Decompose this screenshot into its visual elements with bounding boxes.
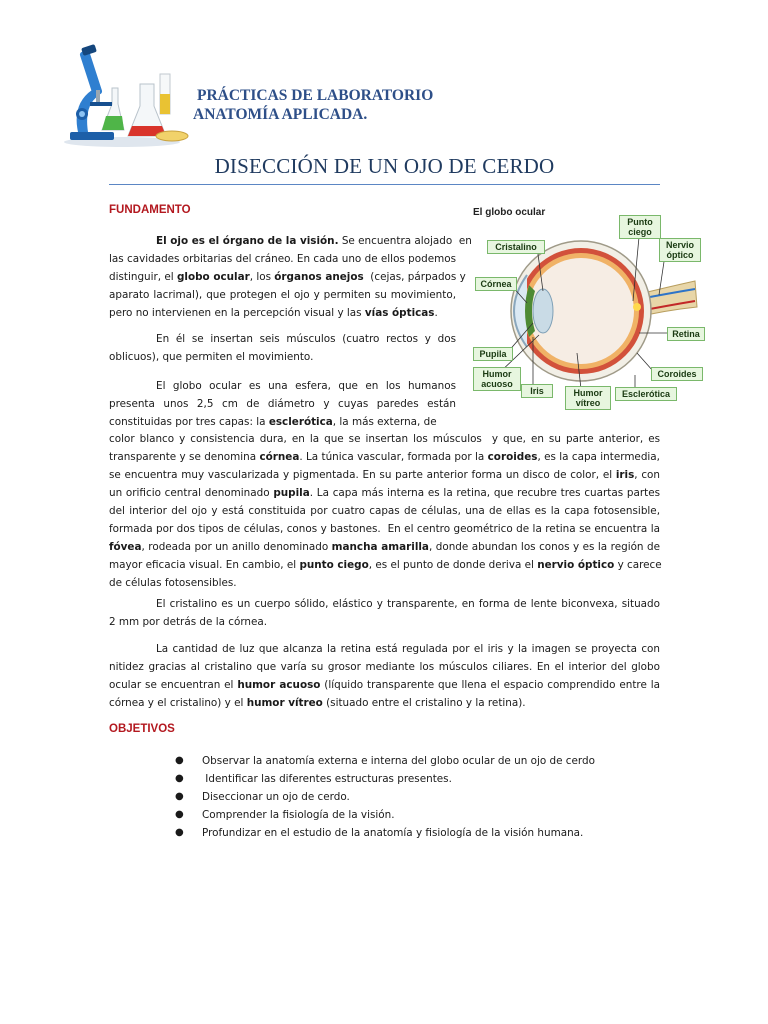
bold-term: mancha amarilla xyxy=(331,541,429,553)
paragraph-line xyxy=(109,430,660,448)
header-line-1: PRÁCTICAS DE LABORATORIO xyxy=(197,87,434,104)
paragraph-line xyxy=(109,640,660,658)
text-run: mayor eficacia visual. En cambio, el xyxy=(109,559,300,571)
label-cristalino: Cristalino xyxy=(487,240,545,254)
label-iris: Iris xyxy=(521,384,553,398)
paragraph-1 xyxy=(109,232,472,322)
paragraph-line xyxy=(109,658,660,676)
paragraph-line xyxy=(109,502,660,520)
text-run: El cristalino es un cuerpo sólido, elástico y transparente, en forma de lente biconvexa, situado xyxy=(156,598,660,610)
paragraph-line xyxy=(109,556,660,574)
paragraph-line xyxy=(109,613,660,631)
paragraph-line xyxy=(109,304,456,322)
text-run: La cantidad de luz que alcanza la retina está regulada por el iris y la imagen se proyecta con xyxy=(156,643,660,655)
bold-term: humor acuoso xyxy=(237,679,321,691)
objectives-list xyxy=(175,752,595,842)
bold-term: humor vítreo xyxy=(246,697,323,709)
label-humor-acuoso: Humor acuoso xyxy=(473,367,521,391)
paragraph-line xyxy=(109,286,456,304)
label-coroides: Coroides xyxy=(651,367,703,381)
bold-term: fóvea xyxy=(109,541,142,553)
bold-term: coroides xyxy=(487,451,538,463)
text-run: color blanco y consistencia dura, en la que se insertan los músculos y que, en su parte anterior, es xyxy=(109,433,660,445)
paragraph-line xyxy=(109,377,456,395)
text-run: . xyxy=(434,307,438,319)
text-run: En él se insertan seis músculos (cuatro rectos y dos xyxy=(156,333,456,345)
figure-title: El globo ocular xyxy=(473,207,546,218)
paragraph-line xyxy=(109,538,660,556)
text-run: y carece xyxy=(614,559,662,571)
paragraph-line xyxy=(109,595,660,613)
section-heading-fundamento: FUNDAMENTO xyxy=(109,204,191,216)
bullet-icon: ● xyxy=(175,827,184,838)
bold-term: órganos anejos xyxy=(274,271,364,283)
paragraph-4 xyxy=(109,595,660,631)
text-run: constituidas por tres capas: la xyxy=(109,416,269,428)
text-run: pero no intervienen en la percepción visual y las xyxy=(109,307,365,319)
bold-term: vías ópticas xyxy=(364,307,435,319)
text-run: El globo ocular es una esfera, que en los humanos xyxy=(156,380,456,392)
label-retina: Retina xyxy=(667,327,705,341)
paragraph-line xyxy=(109,694,660,712)
text-run: un orificio central denominado xyxy=(109,487,274,499)
document-title: DISECCIÓN DE UN OJO DE CERDO xyxy=(214,154,555,178)
header-title xyxy=(193,86,433,124)
bold-term: El ojo es el órgano de la visión. xyxy=(156,235,339,247)
list-item: ● Observar la anatomía externa e interna del globo ocular de un ojo de cerdo xyxy=(175,752,595,770)
paragraph-line xyxy=(109,484,660,502)
text-run: . La túnica vascular, formada por la xyxy=(299,451,488,463)
paragraph-line xyxy=(109,395,456,413)
text-run: presenta unos 2,5 cm de diámetro y cuyas paredes están xyxy=(109,398,456,410)
text-run: aparato lacrimal), que protegen el ojo y permiten su movimiento, xyxy=(109,289,456,301)
text-run: del interior del ojo y está constituida por cuatro capas de células, una de ellas es la capa fotosensible, xyxy=(109,505,660,517)
bold-term: punto ciego xyxy=(299,559,369,571)
label-pupila: Pupila xyxy=(473,347,513,361)
text-run: . La capa más interna es la retina, que recubre tres cuartas partes xyxy=(309,487,660,499)
label-humor-vitreo: Humor vítreo xyxy=(565,386,611,410)
bold-term: esclerótica xyxy=(268,416,333,428)
text-run: oblicuos), que permiten el movimiento. xyxy=(109,351,314,363)
paragraph-line xyxy=(109,413,456,431)
paragraph-line xyxy=(109,574,660,592)
bold-term: pupila xyxy=(273,487,310,499)
text-run: 2 mm por detrás de la córnea. xyxy=(109,616,268,628)
bold-term: córnea xyxy=(259,451,300,463)
header-line-2: ANATOMÍA APLICADA. xyxy=(193,106,368,123)
text-run: las cavidades orbitarias del cráneo. En cada uno de ellos podemos xyxy=(109,253,456,265)
paragraph-line xyxy=(109,520,660,538)
text-run: (situado entre el cristalino y la retina). xyxy=(322,697,526,709)
paragraph-line xyxy=(109,466,660,484)
paragraph-3-narrow xyxy=(109,377,456,431)
text-run: nitidez gracias al cristalino que varía su grosor mediante los músculos ciliares. En el interior del globo xyxy=(109,661,660,673)
text-run: se encuentra muy vascularizada y pigmentada. En su parte anterior forma un disco de color, el xyxy=(109,469,616,481)
bullet-icon: ● xyxy=(175,791,184,802)
title-underline xyxy=(109,184,660,185)
paragraph-line xyxy=(109,268,466,286)
paragraph-line xyxy=(109,448,660,466)
text-run: , con xyxy=(634,469,660,481)
paragraph-line xyxy=(109,232,472,250)
text-run: , es el punto de donde deriva el xyxy=(368,559,538,571)
label-cornea: Córnea xyxy=(475,277,517,291)
paragraph-2 xyxy=(109,330,456,366)
label-nervio-optico: Nervio óptico xyxy=(659,238,701,262)
list-item: ● Identificar las diferentes estructuras presentes. xyxy=(175,770,595,788)
text-run: distinguir, el xyxy=(109,271,177,283)
text-run: Se encuentra alojado en xyxy=(338,235,472,247)
bold-term: iris xyxy=(615,469,635,481)
text-run: , donde abundan los conos y es la región de xyxy=(428,541,660,553)
text-run: formada por dos tipos de células, conos y bastones. En el centro geométrico de la retina se encuentra la xyxy=(109,523,660,535)
list-item: ● Profundizar en el estudio de la anatomía y fisiología de la visión humana. xyxy=(175,824,595,842)
paragraph-line xyxy=(109,330,456,348)
bold-term: nervio óptico xyxy=(537,559,615,571)
bold-term: globo ocular xyxy=(176,271,250,283)
paragraph-line xyxy=(109,250,456,268)
label-esclerotica: Esclerótica xyxy=(615,387,677,401)
paragraph-5 xyxy=(109,640,660,712)
text-run: de células fotosensibles. xyxy=(109,577,237,589)
paragraph-line xyxy=(109,676,660,694)
list-item: ● Comprender la fisiología de la visión. xyxy=(175,806,595,824)
text-run: (líquido transparente que llena el espacio comprendido entre la xyxy=(320,679,660,691)
bullet-icon: ● xyxy=(175,773,184,784)
paragraph-line xyxy=(109,348,456,366)
bullet-icon: ● xyxy=(175,755,184,766)
label-punto-ciego: Punto ciego xyxy=(619,215,661,239)
eye-diagram xyxy=(469,203,702,415)
text-run: ocular se encuentran el xyxy=(109,679,238,691)
section-heading-objetivos: OBJETIVOS xyxy=(109,723,175,735)
paragraph-3-wide xyxy=(109,430,660,592)
text-run: , es la capa intermedia, xyxy=(537,451,660,463)
text-run: , los xyxy=(249,271,275,283)
microscope-logo xyxy=(62,44,190,148)
list-item: ● Diseccionar un ojo de cerdo. xyxy=(175,788,595,806)
text-run: , rodeada por un anillo denominado xyxy=(141,541,332,553)
bullet-icon: ● xyxy=(175,809,184,820)
text-run: , la más externa, de xyxy=(332,416,437,428)
text-run: (cejas, párpados y xyxy=(363,271,466,283)
text-run: córnea y el cristalino) y el xyxy=(109,697,247,709)
text-run: transparente y se denomina xyxy=(109,451,260,463)
